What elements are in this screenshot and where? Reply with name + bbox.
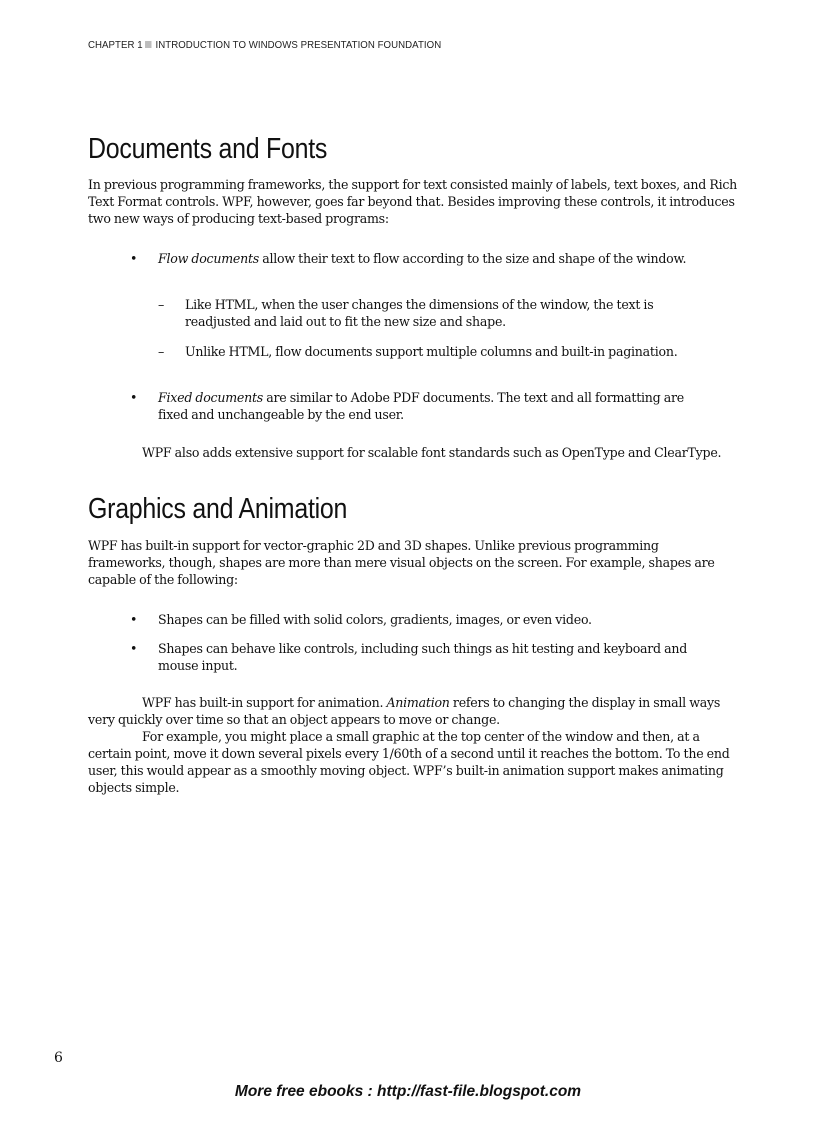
list-item-text: Fixed documents are similar to Adobe PDF documents. The text and all formatting are fixed and unchangeable by the end user. <box>158 390 684 422</box>
term: Flow documents <box>158 251 259 266</box>
paragraph: WPF has built-in support for vector-graphic 2D and 3D shapes. Unlike previous programming frameworks, though, shapes are more than mere visual objects on the screen. For example, shapes are capable of the following: <box>88 538 715 587</box>
paragraph: For example, you might place a small graphic at the top center of the window and then, at a certain point, move it down several pixels every 1/60th of a second until it reaches the bottom. To the end user, this would appear as a smoothly moving object. WPF’s built-in animation support makes animating objects simple. <box>88 729 730 795</box>
sub-list-item-text: Like HTML, when the user changes the dimensions of the window, the text is readjusted and laid out to fit the new size and shape. <box>185 297 654 329</box>
page-number: 6 <box>54 1050 63 1066</box>
paragraph: WPF also adds extensive support for scalable font standards such as OpenType and ClearType. <box>142 445 722 460</box>
term: Fixed documents <box>158 390 263 405</box>
bullet-icon: • <box>130 641 138 656</box>
dash-icon: – <box>158 344 165 359</box>
list-item-text: Shapes can behave like controls, including such things as hit testing and keyboard and mouse input. <box>158 641 688 673</box>
bullet-icon: • <box>130 612 138 627</box>
dash-icon: – <box>158 297 165 312</box>
section-heading-documents-fonts: Documents and Fonts <box>88 133 328 165</box>
sub-list-item-text: Unlike HTML, flow documents support multiple columns and built-in pagination. <box>185 344 678 359</box>
bullet-icon: • <box>130 251 138 266</box>
paragraph: WPF has built-in support for animation. Animation refers to changing the display in small ways very quickly over time so that an object appears to move or change. <box>88 695 721 727</box>
running-header <box>88 39 441 51</box>
section-heading-graphics-animation: Graphics and Animation <box>88 493 348 525</box>
list-item-text: Flow documents allow their text to flow according to the size and shape of the window. <box>158 251 687 266</box>
footer-link-text: More free ebooks : http://fast-file.blogspot.com <box>234 1083 582 1100</box>
paragraph: In previous programming frameworks, the support for text consisted mainly of labels, text boxes, and Rich Text Format controls. WPF, however, goes far beyond that. Besides improving these controls, it introduces two new ways of producing text-based programs: <box>88 177 738 226</box>
chapter-label: CHAPTER 1 <box>88 39 143 51</box>
bullet-icon: • <box>130 390 138 405</box>
separator-square-icon <box>145 41 151 48</box>
term: Animation <box>386 695 450 710</box>
list-item-text: Shapes can be filled with solid colors, gradients, images, or even video. <box>158 612 592 627</box>
chapter-title: INTRODUCTION TO WINDOWS PRESENTATION FOUNDATION <box>155 39 442 51</box>
